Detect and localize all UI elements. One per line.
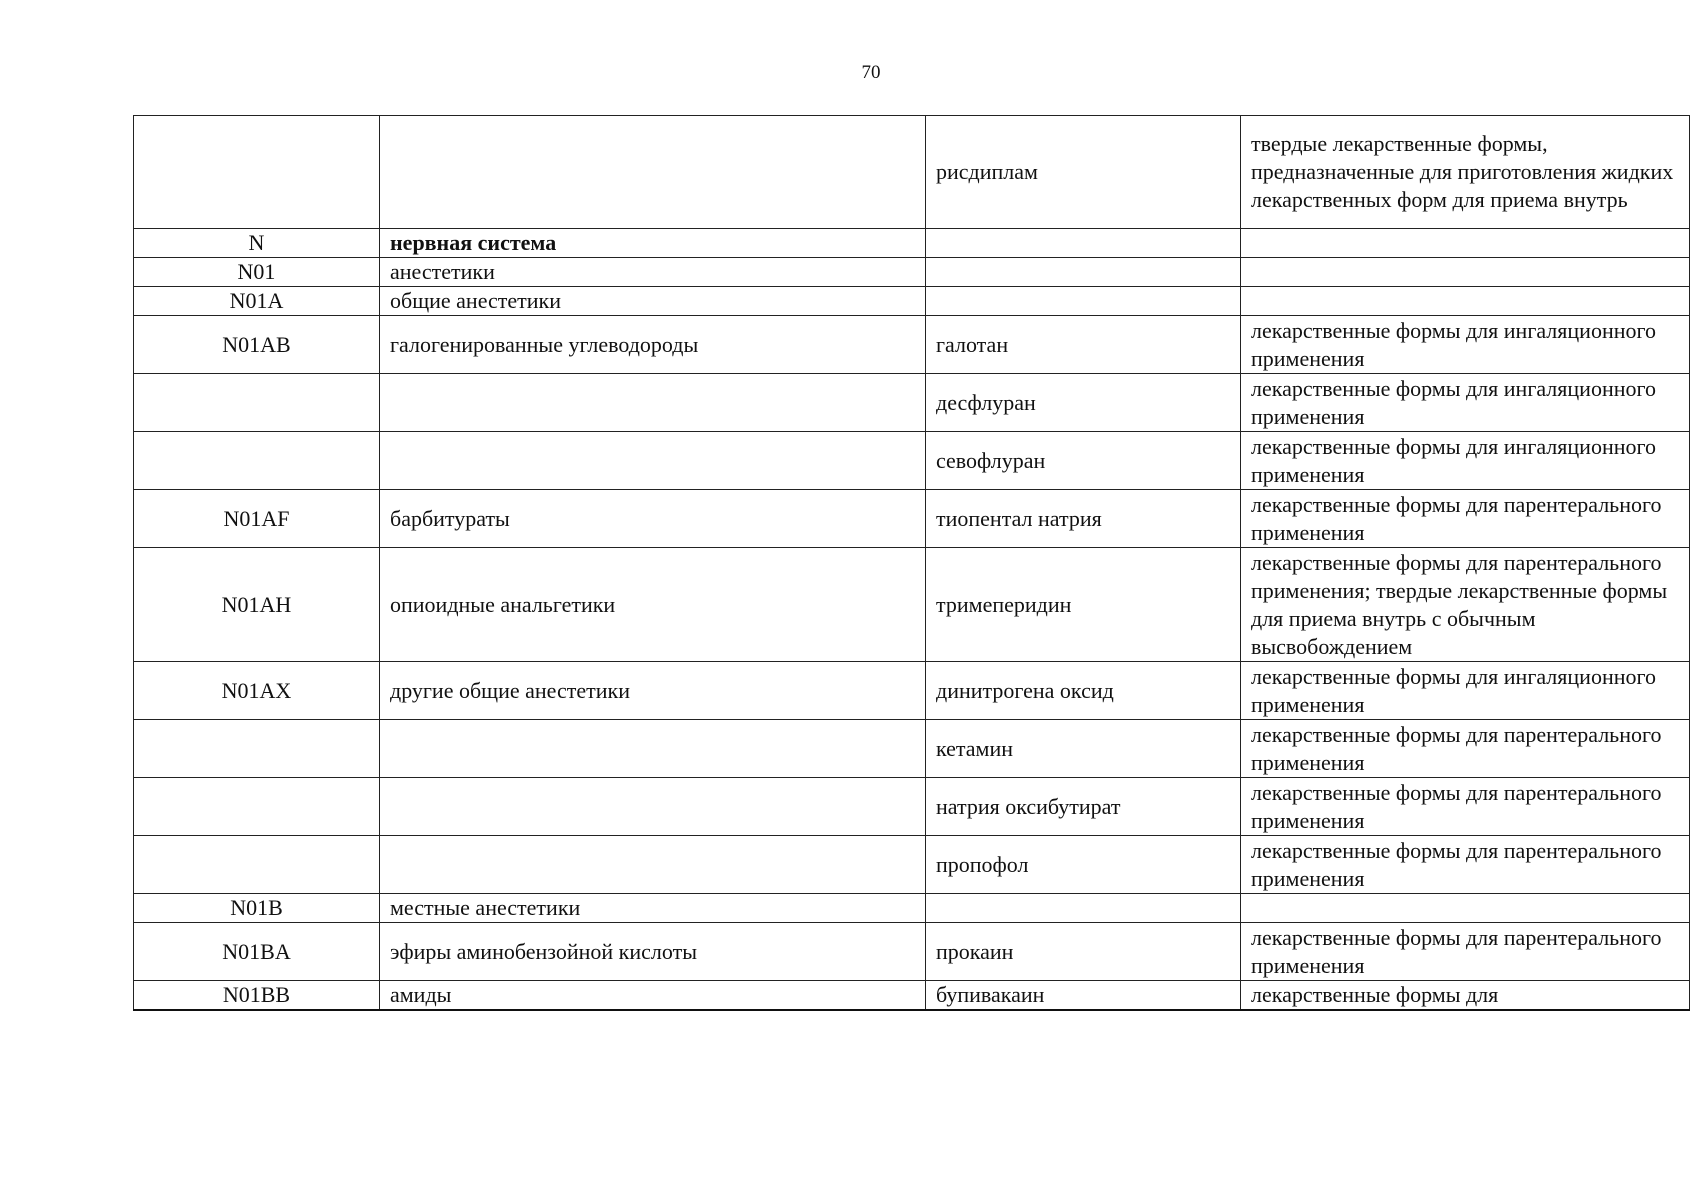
atc-code-cell	[134, 116, 380, 229]
drug-name-cell: рисдиплам	[926, 116, 1241, 229]
group-name-cell: местные анестетики	[380, 894, 926, 923]
drug-name-cell: пропофол	[926, 836, 1241, 894]
group-name-cell: общие анестетики	[380, 287, 926, 316]
table-row	[134, 662, 1690, 720]
table-row	[134, 836, 1690, 894]
atc-code-cell	[134, 432, 380, 490]
table-row	[134, 490, 1690, 548]
dosage-form-cell: лекарственные формы для ингаляционного применения	[1241, 662, 1690, 720]
drug-name-cell	[926, 287, 1241, 316]
drug-name-cell: десфлуран	[926, 374, 1241, 432]
dosage-form-cell	[1241, 287, 1690, 316]
group-name-cell: другие общие анестетики	[380, 662, 926, 720]
group-name-cell: эфиры аминобензойной кислоты	[380, 923, 926, 981]
group-name-cell: амиды	[380, 981, 926, 1011]
table-row	[134, 778, 1690, 836]
dosage-form-cell: лекарственные формы для парентерального применения	[1241, 778, 1690, 836]
group-name-cell: галогенированные углеводороды	[380, 316, 926, 374]
group-name-cell	[380, 374, 926, 432]
drug-name-cell: прокаин	[926, 923, 1241, 981]
dosage-form-cell: твердые лекарственные формы, предназначенные для приготовления жидких лекарственных форм для приема внутрь	[1241, 116, 1690, 229]
drug-name-cell: натрия оксибутират	[926, 778, 1241, 836]
table-row	[134, 923, 1690, 981]
drug-name-cell	[926, 258, 1241, 287]
drug-name-cell: кетамин	[926, 720, 1241, 778]
atc-code-cell: N01BA	[134, 923, 380, 981]
group-name-cell	[380, 778, 926, 836]
table-row	[134, 374, 1690, 432]
group-name-cell: нервная система	[380, 229, 926, 258]
atc-code-cell	[134, 778, 380, 836]
atc-code-cell: N01A	[134, 287, 380, 316]
table-row	[134, 116, 1690, 229]
table-row	[134, 894, 1690, 923]
dosage-form-cell: лекарственные формы для парентерального применения	[1241, 923, 1690, 981]
dosage-form-cell: лекарственные формы для парентерального применения	[1241, 490, 1690, 548]
dosage-form-cell	[1241, 229, 1690, 258]
drug-name-cell: бупивакаин	[926, 981, 1241, 1011]
atc-code-cell: N	[134, 229, 380, 258]
atc-code-cell: N01B	[134, 894, 380, 923]
drug-name-cell: тиопентал натрия	[926, 490, 1241, 548]
group-name-cell	[380, 432, 926, 490]
dosage-form-cell: лекарственные формы для парентерального применения	[1241, 836, 1690, 894]
table-row	[134, 258, 1690, 287]
table-row	[134, 548, 1690, 662]
dosage-form-cell	[1241, 258, 1690, 287]
dosage-form-cell: лекарственные формы для ингаляционного применения	[1241, 374, 1690, 432]
group-name-cell: барбитураты	[380, 490, 926, 548]
atc-code-cell: N01AB	[134, 316, 380, 374]
drug-name-cell: галотан	[926, 316, 1241, 374]
atc-code-cell: N01AF	[134, 490, 380, 548]
drug-name-cell	[926, 229, 1241, 258]
table-row	[134, 316, 1690, 374]
group-name-cell	[380, 836, 926, 894]
atc-code-cell	[134, 720, 380, 778]
group-name-cell: опиоидные анальгетики	[380, 548, 926, 662]
drug-name-cell: тримеперидин	[926, 548, 1241, 662]
dosage-form-cell: лекарственные формы для ингаляционного применения	[1241, 432, 1690, 490]
drug-name-cell	[926, 894, 1241, 923]
dosage-form-cell	[1241, 894, 1690, 923]
group-name-cell: анестетики	[380, 258, 926, 287]
table-row	[134, 229, 1690, 258]
atc-code-cell	[134, 374, 380, 432]
table-row	[134, 720, 1690, 778]
drug-table	[133, 115, 1690, 1011]
table-row	[134, 287, 1690, 316]
dosage-form-cell: лекарственные формы для ингаляционного применения	[1241, 316, 1690, 374]
table-row	[134, 432, 1690, 490]
atc-code-cell: N01AX	[134, 662, 380, 720]
atc-code-cell	[134, 836, 380, 894]
page-number: 70	[861, 62, 881, 83]
dosage-form-cell: лекарственные формы для	[1241, 981, 1690, 1011]
dosage-form-cell: лекарственные формы для парентерального применения; твердые лекарственные формы для приема внутрь с обычным высвобождением	[1241, 548, 1690, 662]
atc-code-cell: N01BB	[134, 981, 380, 1011]
table-body	[134, 116, 1690, 1011]
table-row	[134, 981, 1690, 1011]
atc-code-cell: N01	[134, 258, 380, 287]
atc-code-cell: N01AH	[134, 548, 380, 662]
drug-name-cell: динитрогена оксид	[926, 662, 1241, 720]
group-name-cell	[380, 116, 926, 229]
dosage-form-cell: лекарственные формы для парентерального применения	[1241, 720, 1690, 778]
drug-name-cell: севофлуран	[926, 432, 1241, 490]
group-name-cell	[380, 720, 926, 778]
